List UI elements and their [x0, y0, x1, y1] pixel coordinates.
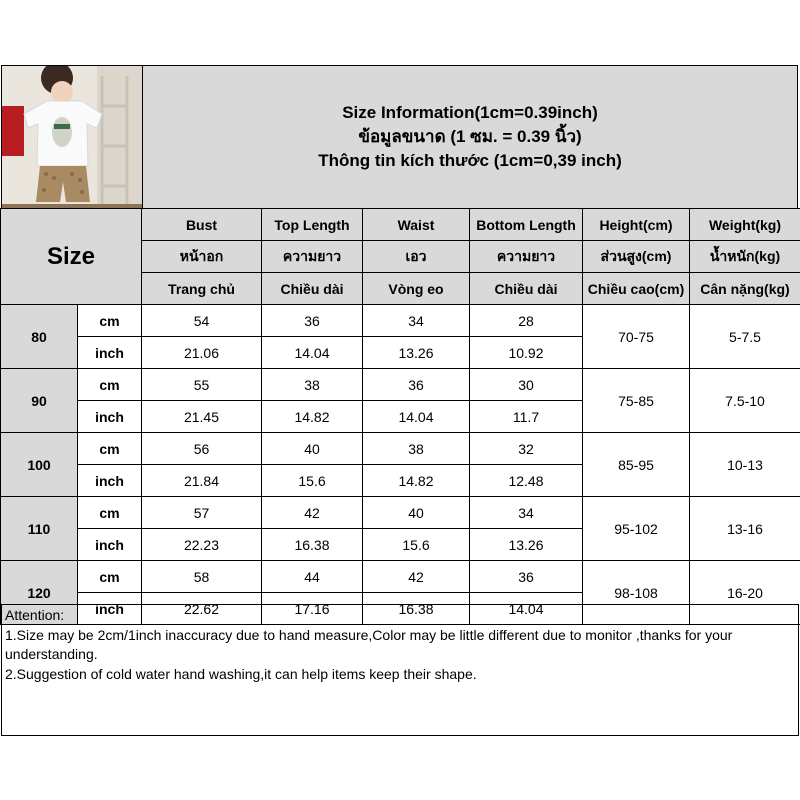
bottom-length-cm: 34: [470, 497, 583, 529]
unit-inch: inch: [78, 337, 142, 369]
title-thai: ข้อมูลขนาด (1 ซม. = 0.39 นิ้ว): [358, 127, 582, 146]
waist-inch: 14.04: [363, 401, 470, 433]
title-english: Size Information(1cm=0.39inch): [342, 103, 598, 122]
top-length-inch: 17.16: [262, 593, 363, 625]
bottom-length-inch: 13.26: [470, 529, 583, 561]
height-range: 98-108: [583, 561, 690, 625]
top-length-inch: 14.82: [262, 401, 363, 433]
size-80-label: 80: [1, 305, 78, 369]
waist-cm: 36: [363, 369, 470, 401]
bottom-length-cm: 32: [470, 433, 583, 465]
bottom-length-cm: 36: [470, 561, 583, 593]
unit-cm: cm: [78, 433, 142, 465]
table-row-120-cm: [1, 561, 800, 593]
top-length-cm: 36: [262, 305, 363, 337]
unit-cm: cm: [78, 561, 142, 593]
col-header-weight-en: Weight(kg): [690, 209, 800, 241]
bust-inch: 21.06: [142, 337, 262, 369]
waist-inch: 13.26: [363, 337, 470, 369]
col-header-top-length-vi: Chiều dài: [262, 273, 363, 305]
size-table: [0, 208, 800, 625]
waist-inch: 14.82: [363, 465, 470, 497]
bottom-length-cm: 30: [470, 369, 583, 401]
col-header-weight-th: น้ำหนัก(kg): [690, 241, 800, 273]
product-photo: [1, 65, 143, 211]
size-100-label: 100: [1, 433, 78, 497]
height-range: 75-85: [583, 369, 690, 433]
col-header-height-en: Height(cm): [583, 209, 690, 241]
table-row-110-cm: [1, 497, 800, 529]
bottom-length-inch: 11.7: [470, 401, 583, 433]
weight-range: 10-13: [690, 433, 800, 497]
top-length-cm: 42: [262, 497, 363, 529]
bust-cm: 56: [142, 433, 262, 465]
col-header-top-length-en: Top Length: [262, 209, 363, 241]
unit-inch: inch: [78, 401, 142, 433]
size-110-label: 110: [1, 497, 78, 561]
attention-notes: [1, 604, 799, 736]
height-range: 85-95: [583, 433, 690, 497]
bust-inch: 21.84: [142, 465, 262, 497]
height-range: 95-102: [583, 497, 690, 561]
bust-inch: 21.45: [142, 401, 262, 433]
attention-heading: Attention:: [5, 607, 65, 623]
size-120-label: 120: [1, 561, 78, 625]
waist-cm: 42: [363, 561, 470, 593]
unit-inch: inch: [78, 593, 142, 625]
bottom-length-inch: 12.48: [470, 465, 583, 497]
bust-cm: 58: [142, 561, 262, 593]
top-length-inch: 16.38: [262, 529, 363, 561]
table-row-90-cm: [1, 369, 800, 401]
weight-range: 5-7.5: [690, 305, 800, 369]
col-header-bust-vi: Trang chủ: [142, 273, 262, 305]
bottom-length-cm: 28: [470, 305, 583, 337]
unit-cm: cm: [78, 305, 142, 337]
waist-cm: 38: [363, 433, 470, 465]
bust-cm: 55: [142, 369, 262, 401]
table-row-80-cm: [1, 305, 800, 337]
note-measure-accuracy: 1.Size may be 2cm/1inch inaccuracy due to hand measure,Color may be little different due to monitor ,thanks for your understanding.: [5, 626, 733, 662]
bottom-length-inch: 10.92: [470, 337, 583, 369]
col-header-height-th: ส่วนสูง(cm): [583, 241, 690, 273]
top-length-cm: 40: [262, 433, 363, 465]
bottom-length-inch: 14.04: [470, 593, 583, 625]
col-header-bottom-length-vi: Chiều dài: [470, 273, 583, 305]
header-row-english: [1, 209, 800, 241]
top-length-cm: 44: [262, 561, 363, 593]
waist-cm: 34: [363, 305, 470, 337]
waist-inch: 15.6: [363, 529, 470, 561]
weight-range: 7.5-10: [690, 369, 800, 433]
title-panel: [142, 65, 798, 209]
waist-inch: 16.38: [363, 593, 470, 625]
col-header-bust-th: หน้าอก: [142, 241, 262, 273]
col-header-height-vi: Chiều cao(cm): [583, 273, 690, 305]
weight-range: 16-20: [690, 561, 800, 625]
unit-inch: inch: [78, 465, 142, 497]
top-length-inch: 14.04: [262, 337, 363, 369]
unit-cm: cm: [78, 497, 142, 529]
product-photo-illustration: [2, 66, 142, 210]
bust-inch: 22.23: [142, 529, 262, 561]
bust-cm: 54: [142, 305, 262, 337]
table-row-100-cm: [1, 433, 800, 465]
bust-cm: 57: [142, 497, 262, 529]
height-range: 70-75: [583, 305, 690, 369]
waist-cm: 40: [363, 497, 470, 529]
col-header-waist-en: Waist: [363, 209, 470, 241]
weight-range: 13-16: [690, 497, 800, 561]
col-header-top-length-th: ความยาว: [262, 241, 363, 273]
unit-cm: cm: [78, 369, 142, 401]
note-washing: 2.Suggestion of cold water hand washing,it can help items keep their shape.: [5, 665, 477, 682]
size-chart-sheet: [0, 64, 800, 736]
unit-inch: inch: [78, 529, 142, 561]
bust-inch: 22.62: [142, 593, 262, 625]
top-length-cm: 38: [262, 369, 363, 401]
col-header-bust-en: Bust: [142, 209, 262, 241]
title-vietnamese: Thông tin kích thước (1cm=0,39 inch): [318, 151, 622, 170]
top-length-inch: 15.6: [262, 465, 363, 497]
size-90-label: 90: [1, 369, 78, 433]
col-header-bottom-length-en: Bottom Length: [470, 209, 583, 241]
col-header-waist-vi: Vòng eo: [363, 273, 470, 305]
col-header-waist-th: เอว: [363, 241, 470, 273]
col-header-weight-vi: Cân nặng(kg): [690, 273, 800, 305]
col-header-bottom-length-th: ความยาว: [470, 241, 583, 273]
size-column-header: Size: [1, 209, 142, 305]
